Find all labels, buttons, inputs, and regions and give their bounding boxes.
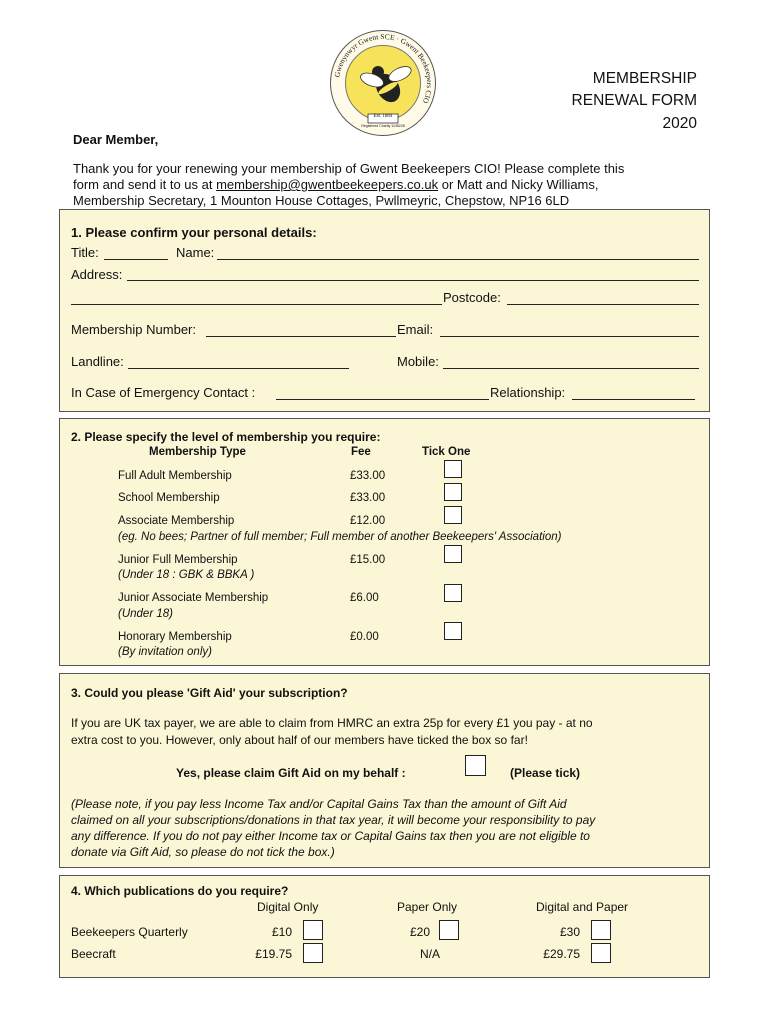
gift-aid-para-line2: extra cost to you. However, only about half of our members have ticked the box so far! [71, 733, 528, 747]
section4-heading: 4. Which publications do you require? [71, 884, 289, 898]
gift-aid-note-line1: (Please note, if you pay less Income Tax and/or Capital Gains Tax than the amount of Gift Aid [71, 797, 567, 811]
fee-full-adult: £33.00 [350, 470, 386, 482]
membership-type-honorary: Honorary Membership [118, 631, 232, 643]
bq-paper-price: £20 [409, 925, 430, 939]
gift-aid-para-line1: If you are UK tax payer, we are able to claim from HMRC an extra 25p for every £1 you pay - at no [71, 716, 593, 730]
section2-heading: 2. Please specify the level of membership you require: [71, 430, 381, 444]
honorary-note: (By invitation only) [118, 646, 212, 658]
bq-both-tick-box[interactable] [591, 920, 611, 940]
landline-field[interactable] [128, 356, 349, 369]
col-fee: Fee [351, 446, 371, 458]
address-label: Address: [71, 267, 123, 282]
intro-line-2 [73, 177, 599, 193]
membership-type-junior-full: Junior Full Membership [118, 554, 238, 566]
beecraft-both-tick-box[interactable] [591, 943, 611, 963]
logo-emblem [330, 30, 436, 136]
postcode-label: Postcode: [443, 290, 501, 305]
relationship-field[interactable] [572, 387, 695, 400]
membership-type-junior-associate: Junior Associate Membership [118, 592, 269, 604]
landline-label: Landline: [71, 354, 124, 369]
membership-type-full-adult: Full Adult Membership [118, 470, 232, 482]
bq-paper-tick-box[interactable] [439, 920, 459, 940]
membership-number-label: Membership Number: [71, 322, 196, 337]
section3-heading: 3. Could you please 'Gift Aid' your subscription? [71, 686, 348, 700]
junior-associate-note: (Under 18) [118, 608, 173, 620]
fee-honorary: £0.00 [350, 631, 379, 643]
tick-box-junior-associate[interactable] [444, 584, 462, 602]
form-year: 2020 [662, 115, 697, 132]
tick-box-junior-full[interactable] [444, 545, 462, 563]
address-field-line1[interactable] [127, 268, 699, 281]
greeting: Dear Member, [73, 132, 159, 147]
gift-aid-tick-box[interactable] [465, 755, 486, 776]
col-digital-and-paper: Digital and Paper [536, 900, 629, 914]
gift-aid-claim-label: Yes, please claim Gift Aid on my behalf : [176, 766, 406, 780]
intro-line-3: Membership Secretary, 1 Mounton House Cottages, Pwllmeyric, Chepstow, NP16 6LD [73, 193, 570, 208]
beecraft-both-price: £29.75 [543, 947, 580, 961]
beecraft-digital-price: £19.75 [255, 947, 292, 961]
membership-number-field[interactable] [206, 324, 396, 337]
gift-aid-note-line2: claimed on all your subscriptions/donations in that tax year, it will become your responsibility to pay [71, 813, 596, 827]
membership-email-link[interactable]: membership@gwentbeekeepers.co.uk [216, 177, 439, 192]
junior-full-note: (Under 18 : GBK & BBKA ) [118, 569, 255, 581]
name-field[interactable] [217, 247, 699, 260]
gift-aid-please-tick: (Please tick) [510, 766, 581, 780]
col-paper-only: Paper Only [397, 900, 458, 914]
tick-box-school[interactable] [444, 483, 462, 501]
fee-associate: £12.00 [350, 515, 386, 527]
emergency-contact-label: In Case of Emergency Contact : [71, 385, 256, 400]
tick-box-full-adult[interactable] [444, 460, 462, 478]
section1-heading: 1. Please confirm your personal details: [71, 225, 317, 240]
bq-digital-tick-box[interactable] [303, 920, 323, 940]
email-field[interactable] [440, 324, 699, 337]
email-label: Email: [397, 322, 434, 337]
tick-box-associate[interactable] [444, 506, 462, 524]
membership-type-school: School Membership [118, 492, 220, 504]
publication-beecraft: Beecraft [71, 947, 116, 961]
publication-beekeepers-quarterly: Beekeepers Quarterly [71, 925, 188, 939]
beecraft-paper-na: N/A [419, 947, 440, 961]
address-field-line2[interactable] [71, 292, 442, 305]
mobile-label: Mobile: [397, 354, 439, 369]
intro-text: form and send it to us at [73, 177, 217, 192]
intro-text: or Matt and Nicky Williams, [438, 177, 599, 192]
tick-box-honorary[interactable] [444, 622, 462, 640]
mobile-field[interactable] [443, 356, 699, 369]
gift-aid-note-line3: any difference. If you do not pay either Income tax or Capital Gains tax then you are not eligible to [71, 829, 590, 843]
logo-est-text: Est. 1884 [373, 114, 393, 119]
postcode-field[interactable] [507, 292, 699, 305]
logo-charity-text: Registered Charity 1145228 [361, 124, 405, 128]
form-title-line2: RENEWAL FORM [571, 92, 697, 109]
intro-line-1: Thank you for your renewing your membership of Gwent Beekeepers CIO! Please complete this [73, 161, 625, 176]
form-title-line1: MEMBERSHIP [592, 70, 697, 87]
membership-type-associate: Associate Membership [118, 515, 235, 527]
associate-note: (eg. No bees; Partner of full member; Full member of another Beekeepers' Association) [118, 531, 562, 543]
bq-both-price: £30 [559, 925, 580, 939]
name-label: Name: [176, 245, 215, 260]
beecraft-digital-tick-box[interactable] [303, 943, 323, 963]
gift-aid-note-line4: donate via Gift Aid, so please do not tick the box.) [71, 845, 335, 859]
logo-ring-text: Gwenynwyr Gwent SCE · Gwent Beekeepers CIO [332, 31, 435, 105]
col-digital-only: Digital Only [257, 900, 319, 914]
bq-digital-price: £10 [271, 925, 292, 939]
title-label: Title: [71, 245, 99, 260]
col-membership-type: Membership Type [149, 446, 246, 458]
emergency-contact-field[interactable] [276, 387, 489, 400]
fee-school: £33.00 [350, 492, 386, 504]
fee-junior-full: £15.00 [350, 554, 386, 566]
col-tick-one: Tick One [422, 446, 471, 458]
title-field[interactable] [104, 247, 168, 260]
relationship-label: Relationship: [490, 385, 566, 400]
fee-junior-associate: £6.00 [350, 592, 379, 604]
